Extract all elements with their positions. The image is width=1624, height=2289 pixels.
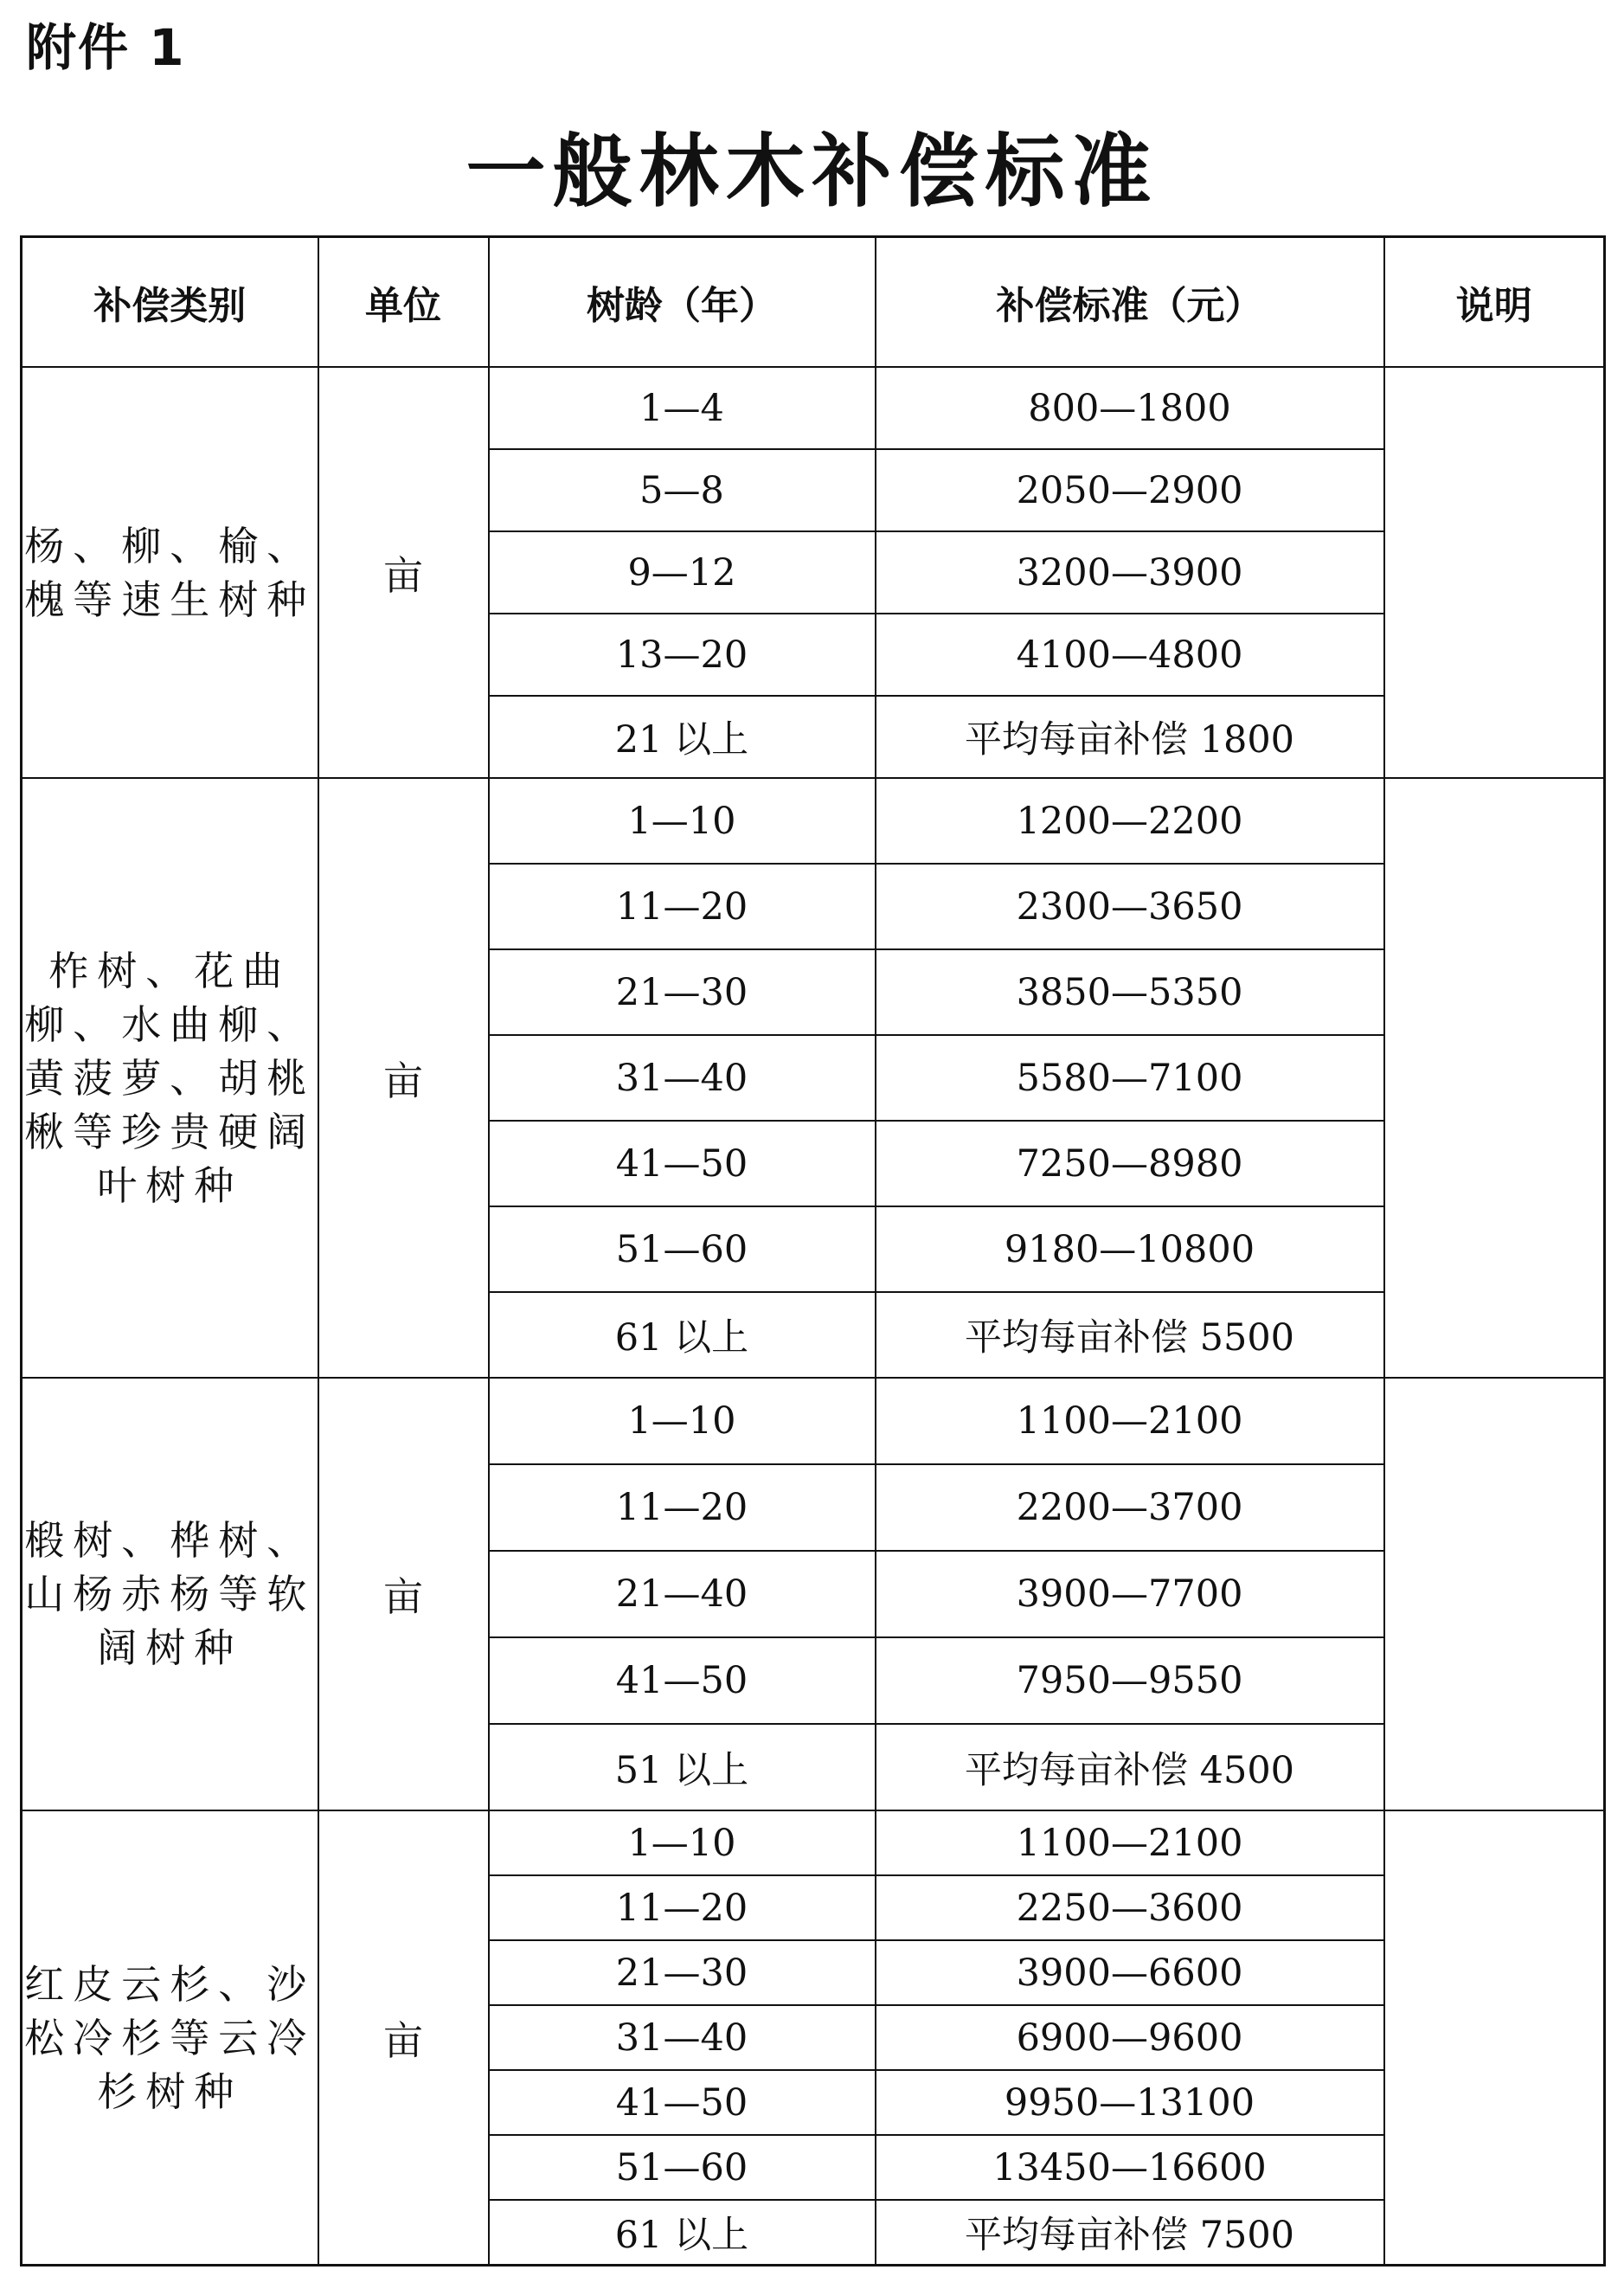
standard-cell: 1100—2100 [876, 1378, 1384, 1464]
note-cell [1384, 1378, 1605, 1810]
standard-cell: 1200—2200 [876, 778, 1384, 864]
header-note: 说明 [1384, 237, 1605, 368]
age-cell: 11—20 [489, 1464, 876, 1551]
standard-cell: 平均每亩补偿 5500 [876, 1292, 1384, 1378]
age-cell: 51—60 [489, 1206, 876, 1292]
header-standard: 补偿标准（元） [876, 237, 1384, 368]
age-cell: 31—40 [489, 1035, 876, 1121]
standard-cell: 13450—16600 [876, 2135, 1384, 2200]
standard-cell: 3200—3900 [876, 531, 1384, 614]
standard-cell: 平均每亩补偿 7500 [876, 2200, 1384, 2266]
compensation-table [20, 235, 1606, 2266]
standard-cell: 9950—13100 [876, 2070, 1384, 2135]
age-cell: 31—40 [489, 2005, 876, 2070]
standard-cell: 3900—6600 [876, 1940, 1384, 2005]
header-unit: 单位 [318, 237, 489, 368]
header-tree-age: 树龄（年） [489, 237, 876, 368]
age-cell: 51—60 [489, 2135, 876, 2200]
age-cell: 1—4 [489, 367, 876, 449]
age-cell: 61 以上 [489, 2200, 876, 2266]
standard-cell: 7950—9550 [876, 1637, 1384, 1724]
standard-cell: 4100—4800 [876, 614, 1384, 696]
note-cell [1384, 367, 1605, 778]
age-cell: 1—10 [489, 1378, 876, 1464]
age-cell: 41—50 [489, 1637, 876, 1724]
age-cell: 11—20 [489, 864, 876, 949]
standard-cell: 5580—7100 [876, 1035, 1384, 1121]
page-title: 一般林木补偿标准 [465, 125, 1159, 218]
age-cell: 51 以上 [489, 1724, 876, 1810]
note-cell [1384, 1810, 1605, 2266]
unit-cell: 亩 [318, 1378, 489, 1810]
standard-cell: 9180—10800 [876, 1206, 1384, 1292]
unit-cell: 亩 [318, 1810, 489, 2266]
category-cell: 柞树、花曲柳、水曲柳、黄菠萝、胡桃楸等珍贵硬阔叶树种 [22, 778, 318, 1378]
table-header-row [22, 237, 1605, 368]
standard-cell: 6900—9600 [876, 2005, 1384, 2070]
age-cell: 21—40 [489, 1551, 876, 1637]
category-cell: 杨、柳、榆、槐等速生树种 [22, 367, 318, 778]
category-cell: 椴树、桦树、山杨赤杨等软阔树种 [22, 1378, 318, 1810]
category-cell: 红皮云杉、沙松冷杉等云冷杉树种 [22, 1810, 318, 2266]
standard-cell: 3850—5350 [876, 949, 1384, 1035]
header-category: 补偿类别 [22, 237, 318, 368]
unit-cell: 亩 [318, 367, 489, 778]
unit-cell: 亩 [318, 778, 489, 1378]
table-row [22, 1378, 1605, 1464]
age-cell: 13—20 [489, 614, 876, 696]
standard-cell: 1100—2100 [876, 1810, 1384, 1875]
age-cell: 5—8 [489, 449, 876, 531]
age-cell: 41—50 [489, 2070, 876, 2135]
age-cell: 21—30 [489, 949, 876, 1035]
age-cell: 41—50 [489, 1121, 876, 1206]
table-row [22, 1810, 1605, 1875]
standard-cell: 7250—8980 [876, 1121, 1384, 1206]
standard-cell: 平均每亩补偿 4500 [876, 1724, 1384, 1810]
standard-cell: 2300—3650 [876, 864, 1384, 949]
age-cell: 9—12 [489, 531, 876, 614]
standard-cell: 2250—3600 [876, 1875, 1384, 1940]
standard-cell: 2050—2900 [876, 449, 1384, 531]
note-cell [1384, 778, 1605, 1378]
age-cell: 1—10 [489, 1810, 876, 1875]
table-row [22, 778, 1605, 864]
table-row [22, 367, 1605, 449]
age-cell: 61 以上 [489, 1292, 876, 1378]
standard-cell: 3900—7700 [876, 1551, 1384, 1637]
age-cell: 21—30 [489, 1940, 876, 2005]
age-cell: 1—10 [489, 778, 876, 864]
age-cell: 11—20 [489, 1875, 876, 1940]
standard-cell: 800—1800 [876, 367, 1384, 449]
standard-cell: 2200—3700 [876, 1464, 1384, 1551]
standard-cell: 平均每亩补偿 1800 [876, 696, 1384, 778]
age-cell: 21 以上 [489, 696, 876, 778]
attachment-label: 附件 1 [26, 18, 186, 77]
